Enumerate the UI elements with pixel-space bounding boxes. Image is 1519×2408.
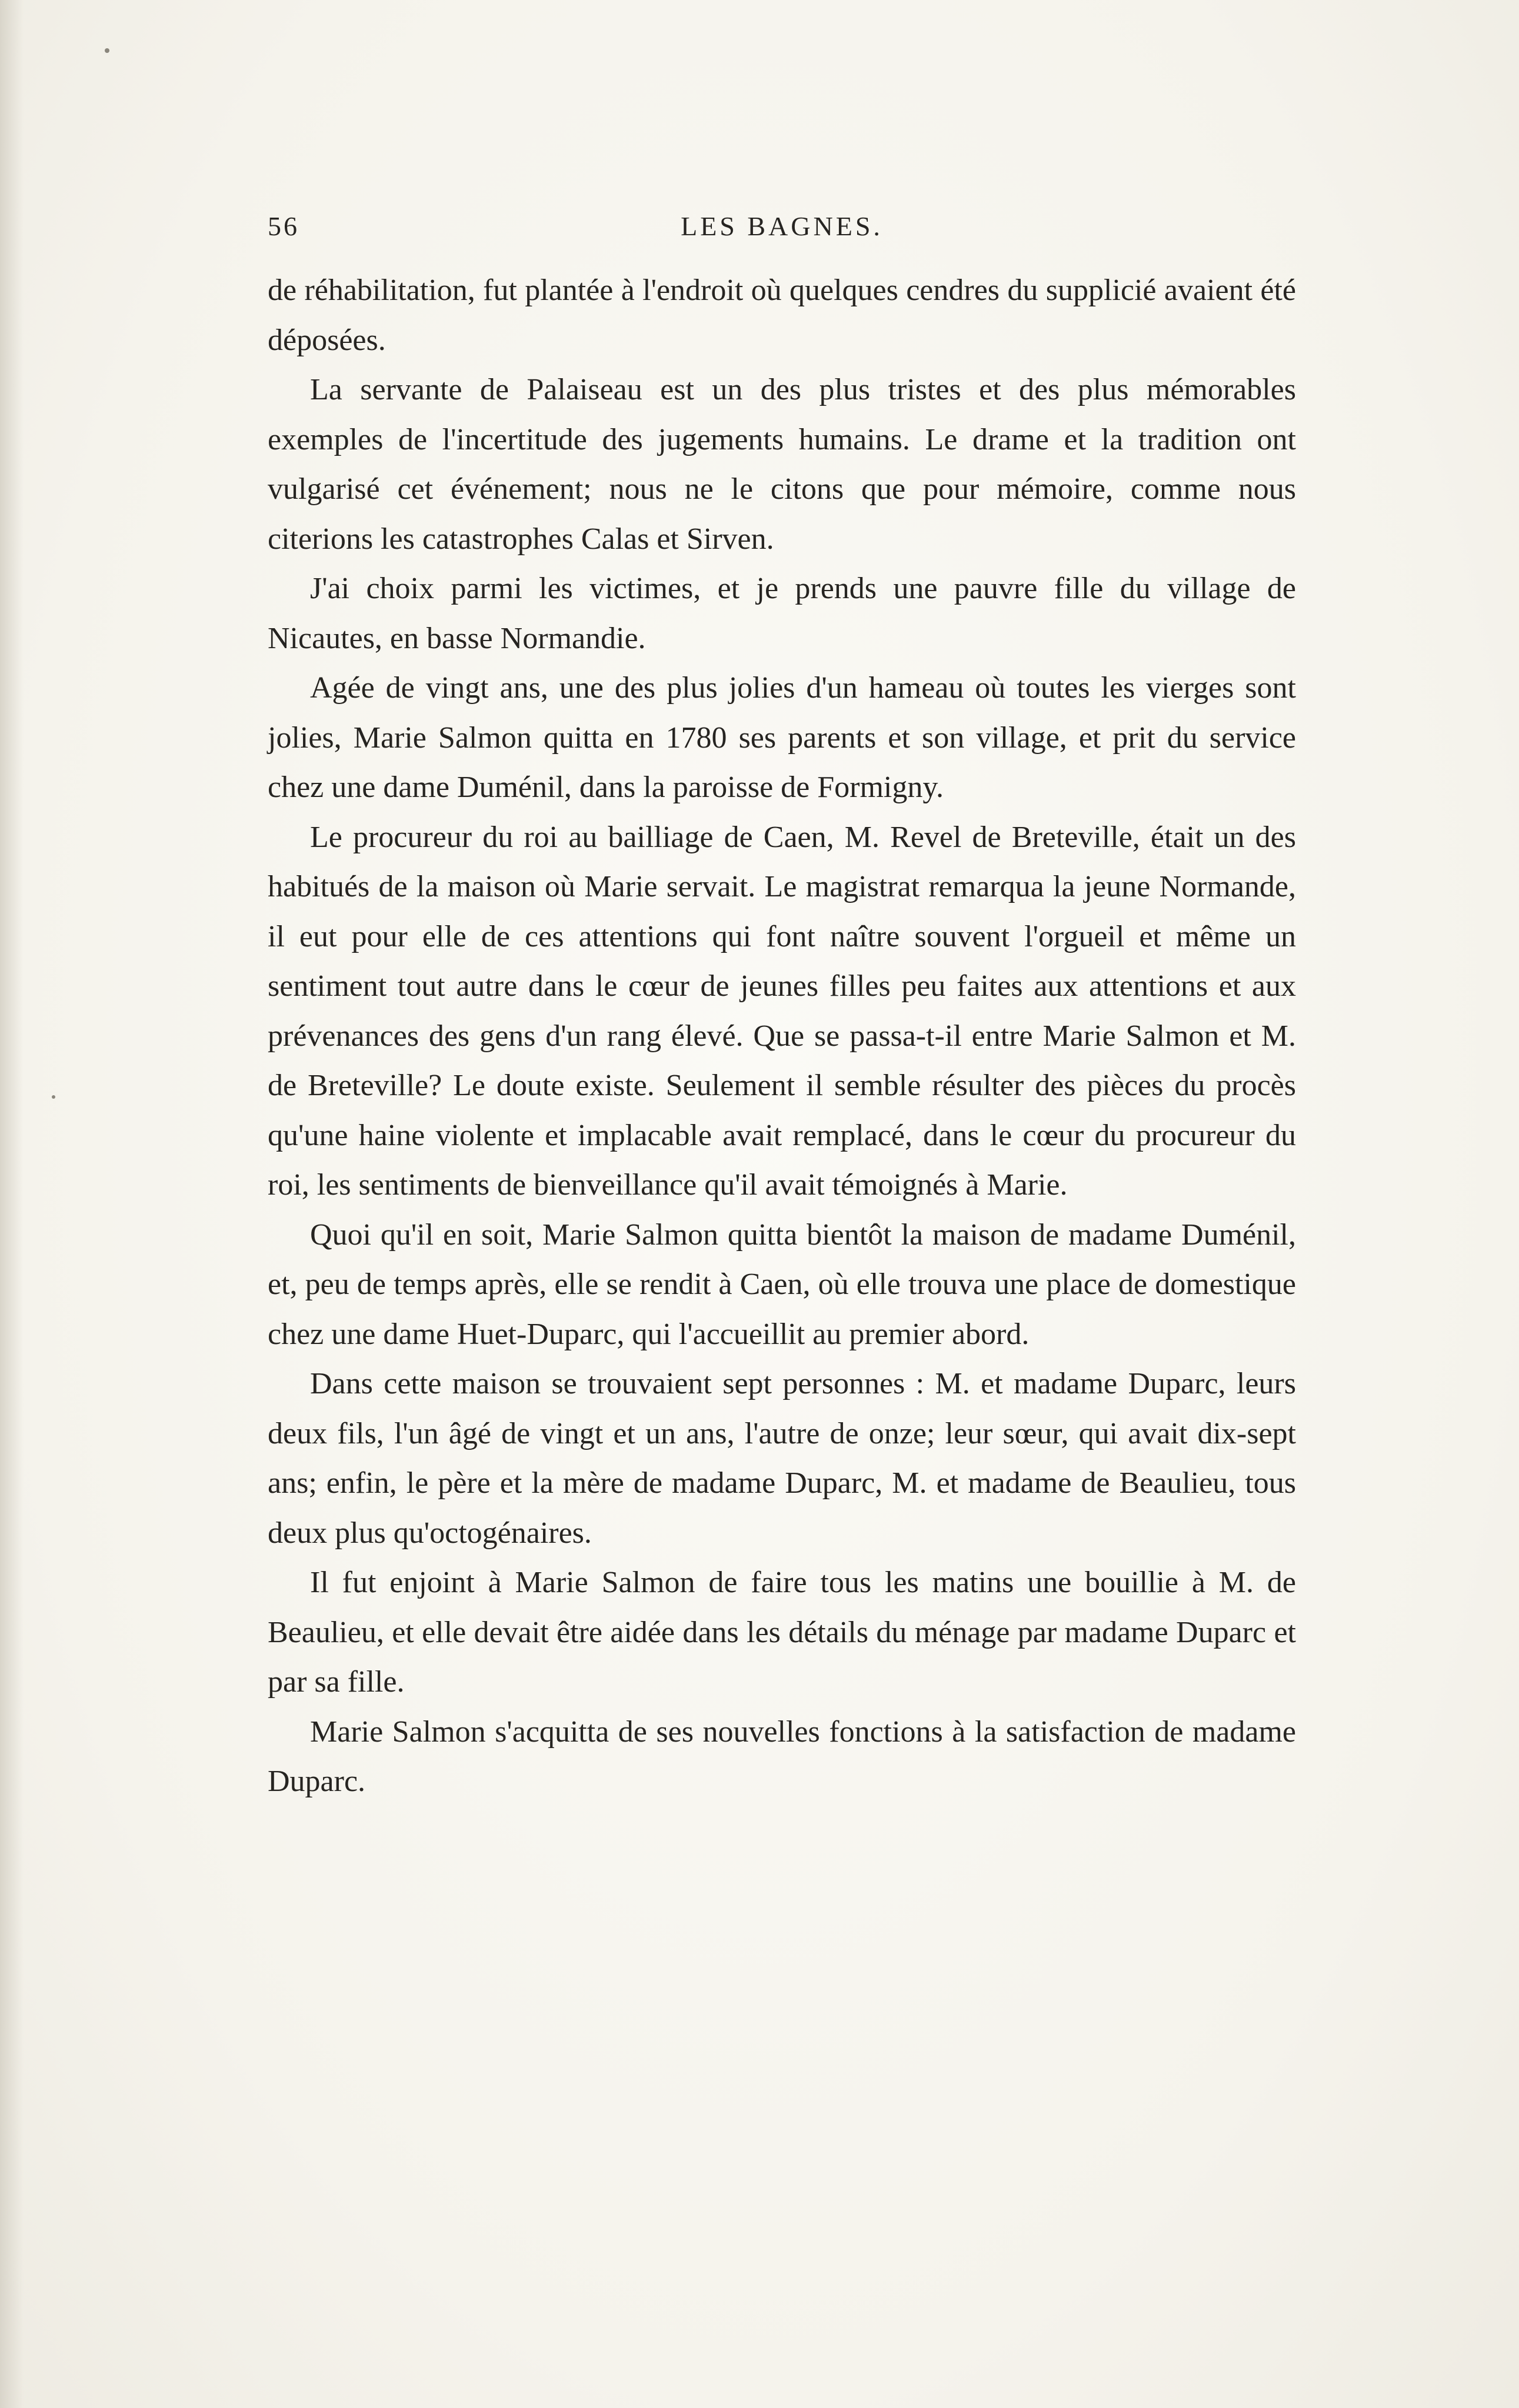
paragraph: Le procureur du roi au bailliage de Caen, M. Revel de Breteville, était un des habitués de la maison où Marie servait. Le magistrat remarqua la jeune Normande, il eut pour elle de ces attentions qui font naître souvent l'orgueil et même un sentiment tout autre dans le cœur de jeunes filles peu faites aux attentions et aux prévenances des gens d'un rang élevé. Que se passa-t-il entre Marie Salmon et M. de Breteville? Le doute existe. Seulement il semble résulter des pièces du procès qu'une haine violente et implacable avait remplacé, dans le cœur du procureur du roi, les sentiments de bienveillance qu'il avait témoignés à Marie. <box>268 820 1296 1202</box>
paragraph: J'ai choix parmi les victimes, et je prends une pauvre fille du village de Nicautes, en basse Normandie. <box>268 572 1296 655</box>
paragraph: Dans cette maison se trouvaient sept personnes : M. et madame Duparc, leurs deux fils, l'un âgé de vingt et un ans, l'autre de onze; leur sœur, qui avait dix-sept ans; enfin, le père et la mère de madame Duparc, M. et madame de Beaulieu, tous deux plus qu'octogénaires. <box>268 1367 1296 1550</box>
body-text <box>268 266 1296 1807</box>
paragraph: Agée de vingt ans, une des plus jolies d'un hameau où toutes les vierges sont jolies, Marie Salmon quitta en 1780 ses parents et son village, et prit du service chez une dame Duménil, dans la paroisse de Formigny. <box>268 671 1296 804</box>
paragraph: Il fut enjoint à Marie Salmon de faire tous les matins une bouillie à M. de Beaulieu, et elle devait être aidée dans les détails du ménage par madame Duparc et par sa fille. <box>268 1566 1296 1699</box>
paragraph: Marie Salmon s'acquitta de ses nouvelles fonctions à la satisfaction de madame Duparc. <box>268 1715 1296 1798</box>
page-header <box>268 211 1296 258</box>
paragraph: Quoi qu'il en soit, Marie Salmon quitta bientôt la maison de madame Duménil, et, peu de temps après, elle se rendit à Caen, où elle trouva une place de domestique chez une dame Huet-Duparc, qui l'accueillit au premier abord. <box>268 1218 1296 1351</box>
paragraph: La servante de Palaiseau est un des plus tristes et des plus mémorables exemples de l'incertitude des jugements humains. Le drame et la tradition ont vulgarisé cet événement; nous ne le citons que pour mémoire, comme nous citerions les catastrophes Calas et Sirven. <box>268 373 1296 556</box>
running-title: LES BAGNES. <box>681 211 883 241</box>
paragraph: de réhabilitation, fut plantée à l'endroit où quelques cendres du supplicié avaient été déposées. <box>268 274 1296 357</box>
paper-speck <box>105 48 109 53</box>
binding-shadow <box>0 0 24 2408</box>
paper-speck <box>52 1095 55 1099</box>
page-number: 56 <box>268 211 299 241</box>
